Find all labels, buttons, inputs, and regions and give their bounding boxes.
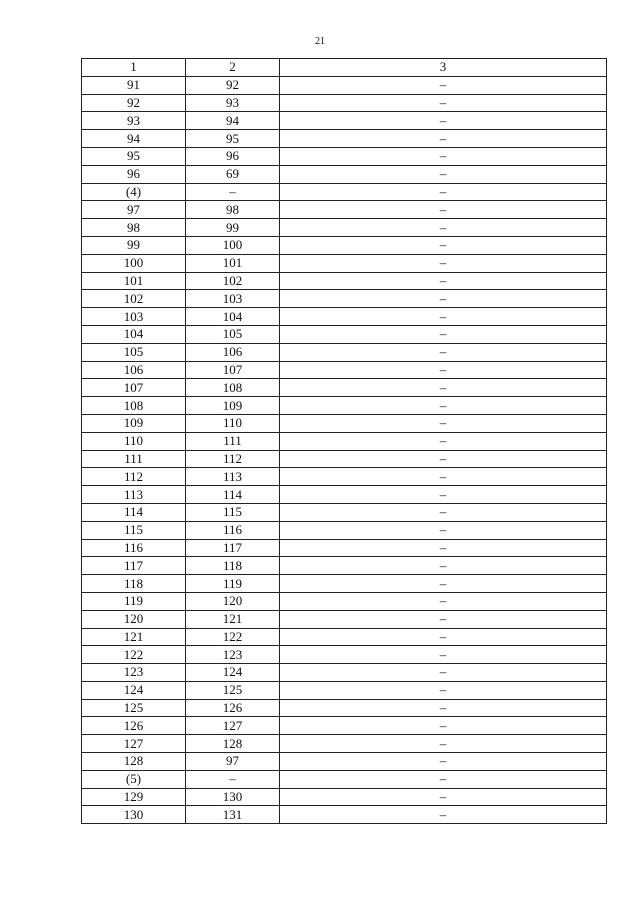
table-cell-col-3: – [280, 468, 607, 486]
table-row [82, 753, 607, 771]
table-cell-col-3: – [280, 130, 607, 148]
table-cell-col-1: 112 [82, 468, 186, 486]
table-cell-col-3: – [280, 343, 607, 361]
table-cell-col-2: 105 [186, 325, 280, 343]
table-cell-col-2: 96 [186, 147, 280, 165]
table-cell-col-2: 100 [186, 236, 280, 254]
table-cell-col-1: 129 [82, 788, 186, 806]
table-cell-col-3: – [280, 628, 607, 646]
table-row [82, 130, 607, 148]
table-cell-col-1: 122 [82, 646, 186, 664]
table-cell-col-3: – [280, 112, 607, 130]
table-cell-col-2: 114 [186, 486, 280, 504]
table-cell-col-1: 91 [82, 76, 186, 94]
table-cell-col-2: 99 [186, 219, 280, 237]
table-cell-col-1: 92 [82, 94, 186, 112]
table-cell-col-1: 124 [82, 681, 186, 699]
table-cell-col-1: 98 [82, 219, 186, 237]
table-row [82, 432, 607, 450]
table-cell-col-2: 127 [186, 717, 280, 735]
table-cell-col-1: 103 [82, 308, 186, 326]
table-cell-col-2: 118 [186, 557, 280, 575]
table-row [82, 414, 607, 432]
table-cell-col-2: 128 [186, 735, 280, 753]
table-cell-col-3: – [280, 770, 607, 788]
table-cell-col-1: 123 [82, 664, 186, 682]
table-cell-col-3: – [280, 272, 607, 290]
table-cell-col-3: – [280, 201, 607, 219]
table-cell-col-1: 127 [82, 735, 186, 753]
table-cell-col-2: 123 [186, 646, 280, 664]
table-row [82, 254, 607, 272]
table-row [82, 183, 607, 201]
table-row [82, 450, 607, 468]
table-cell-col-1: 119 [82, 592, 186, 610]
table-row [82, 397, 607, 415]
table-row [82, 521, 607, 539]
table-row [82, 628, 607, 646]
table-cell-col-1: 100 [82, 254, 186, 272]
table-body [82, 76, 607, 823]
table-cell-col-3: – [280, 450, 607, 468]
table-cell-col-3: – [280, 397, 607, 415]
table-cell-col-1: 95 [82, 147, 186, 165]
table-row [82, 592, 607, 610]
table-cell-col-2: 98 [186, 201, 280, 219]
table-cell-col-1: 115 [82, 521, 186, 539]
table-cell-col-3: – [280, 664, 607, 682]
table-row [82, 575, 607, 593]
table-cell-col-2: 120 [186, 592, 280, 610]
table-cell-col-1: 93 [82, 112, 186, 130]
table-row [82, 735, 607, 753]
table-row [82, 112, 607, 130]
table-cell-col-3: – [280, 753, 607, 771]
table-cell-col-3: – [280, 432, 607, 450]
table-cell-col-2: – [186, 183, 280, 201]
table-row [82, 664, 607, 682]
table-cell-col-2: 122 [186, 628, 280, 646]
table-row [82, 290, 607, 308]
table-cell-col-3: – [280, 147, 607, 165]
table-cell-col-2: 113 [186, 468, 280, 486]
table-row [82, 717, 607, 735]
table-cell-col-3: – [280, 539, 607, 557]
table-cell-col-2: 104 [186, 308, 280, 326]
table-cell-col-3: – [280, 681, 607, 699]
table-cell-col-3: – [280, 575, 607, 593]
column-header-3: 3 [280, 59, 607, 77]
table-cell-col-3: – [280, 735, 607, 753]
table-row [82, 201, 607, 219]
table-row [82, 486, 607, 504]
table-cell-col-2: 69 [186, 165, 280, 183]
table-cell-col-1: 130 [82, 806, 186, 824]
table-cell-col-1: 94 [82, 130, 186, 148]
table-cell-col-3: – [280, 610, 607, 628]
table-cell-col-3: – [280, 521, 607, 539]
table-cell-col-3: – [280, 94, 607, 112]
table-cell-col-2: 110 [186, 414, 280, 432]
table-cell-col-1: 128 [82, 753, 186, 771]
table-cell-col-1: 126 [82, 717, 186, 735]
table-cell-col-1: 96 [82, 165, 186, 183]
table-cell-col-3: – [280, 379, 607, 397]
table-cell-col-1: 114 [82, 503, 186, 521]
table-cell-col-1: (5) [82, 770, 186, 788]
table-cell-col-2: 106 [186, 343, 280, 361]
table-cell-col-1: 97 [82, 201, 186, 219]
table-cell-col-3: – [280, 788, 607, 806]
table-cell-col-3: – [280, 699, 607, 717]
table-cell-col-1: 99 [82, 236, 186, 254]
table-cell-col-3: – [280, 254, 607, 272]
table-cell-col-1: 108 [82, 397, 186, 415]
table-cell-col-2: 94 [186, 112, 280, 130]
table-cell-col-2: 119 [186, 575, 280, 593]
table-cell-col-3: – [280, 486, 607, 504]
table-cell-col-3: – [280, 183, 607, 201]
table-cell-col-3: – [280, 557, 607, 575]
table-cell-col-2: 103 [186, 290, 280, 308]
table-row [82, 646, 607, 664]
page-number: 21 [315, 36, 325, 47]
table-cell-col-2: 102 [186, 272, 280, 290]
table-row [82, 308, 607, 326]
table-cell-col-2: 95 [186, 130, 280, 148]
table-row [82, 272, 607, 290]
table-cell-col-2: 92 [186, 76, 280, 94]
table-row [82, 557, 607, 575]
table-row [82, 610, 607, 628]
table-cell-col-1: 105 [82, 343, 186, 361]
table-cell-col-3: – [280, 308, 607, 326]
table-cell-col-1: 125 [82, 699, 186, 717]
table-cell-col-2: 125 [186, 681, 280, 699]
table-cell-col-3: – [280, 361, 607, 379]
table-row [82, 361, 607, 379]
table-row [82, 699, 607, 717]
table-cell-col-3: – [280, 165, 607, 183]
table-cell-col-3: – [280, 236, 607, 254]
table-row [82, 343, 607, 361]
table-cell-col-1: 116 [82, 539, 186, 557]
table-cell-col-2: 117 [186, 539, 280, 557]
table-cell-col-1: (4) [82, 183, 186, 201]
table-cell-col-2: 131 [186, 806, 280, 824]
table-cell-col-1: 118 [82, 575, 186, 593]
table-cell-col-1: 101 [82, 272, 186, 290]
table-cell-col-3: – [280, 717, 607, 735]
table-cell-col-2: 115 [186, 503, 280, 521]
table-cell-col-2: 126 [186, 699, 280, 717]
table-cell-col-3: – [280, 646, 607, 664]
table-cell-col-2: 109 [186, 397, 280, 415]
table-row [82, 94, 607, 112]
table-header [82, 59, 607, 77]
table-cell-col-1: 121 [82, 628, 186, 646]
table-cell-col-1: 120 [82, 610, 186, 628]
table-cell-col-3: – [280, 219, 607, 237]
table-cell-col-2: 107 [186, 361, 280, 379]
column-header-1: 1 [82, 59, 186, 77]
table-row [82, 236, 607, 254]
table-cell-col-2: 111 [186, 432, 280, 450]
table-cell-col-2: 93 [186, 94, 280, 112]
table-cell-col-2: 121 [186, 610, 280, 628]
table-cell-col-2: 108 [186, 379, 280, 397]
table-cell-col-3: – [280, 592, 607, 610]
table-cell-col-3: – [280, 503, 607, 521]
table-row [82, 806, 607, 824]
table-cell-col-2: 101 [186, 254, 280, 272]
table-row [82, 147, 607, 165]
table-cell-col-3: – [280, 76, 607, 94]
table-row [82, 788, 607, 806]
table-row [82, 219, 607, 237]
table-cell-col-1: 111 [82, 450, 186, 468]
table-cell-col-2: 112 [186, 450, 280, 468]
table-cell-col-3: – [280, 325, 607, 343]
table-row [82, 468, 607, 486]
table-cell-col-2: 116 [186, 521, 280, 539]
correspondence-table [81, 58, 607, 824]
table-cell-col-3: – [280, 290, 607, 308]
table-cell-col-1: 104 [82, 325, 186, 343]
table-cell-col-1: 109 [82, 414, 186, 432]
table-row [82, 165, 607, 183]
table-cell-col-1: 107 [82, 379, 186, 397]
table-cell-col-3: – [280, 414, 607, 432]
table-cell-col-1: 106 [82, 361, 186, 379]
table-row [82, 681, 607, 699]
table-cell-col-1: 113 [82, 486, 186, 504]
table-header-row [82, 59, 607, 77]
table-row [82, 379, 607, 397]
table-cell-col-1: 102 [82, 290, 186, 308]
table-row [82, 503, 607, 521]
table-cell-col-1: 117 [82, 557, 186, 575]
table-row [82, 76, 607, 94]
table-cell-col-2: – [186, 770, 280, 788]
table-row [82, 770, 607, 788]
table-cell-col-2: 124 [186, 664, 280, 682]
table-row [82, 539, 607, 557]
table-cell-col-2: 130 [186, 788, 280, 806]
column-header-2: 2 [186, 59, 280, 77]
table-cell-col-2: 97 [186, 753, 280, 771]
table-cell-col-1: 110 [82, 432, 186, 450]
table-cell-col-3: – [280, 806, 607, 824]
table-row [82, 325, 607, 343]
